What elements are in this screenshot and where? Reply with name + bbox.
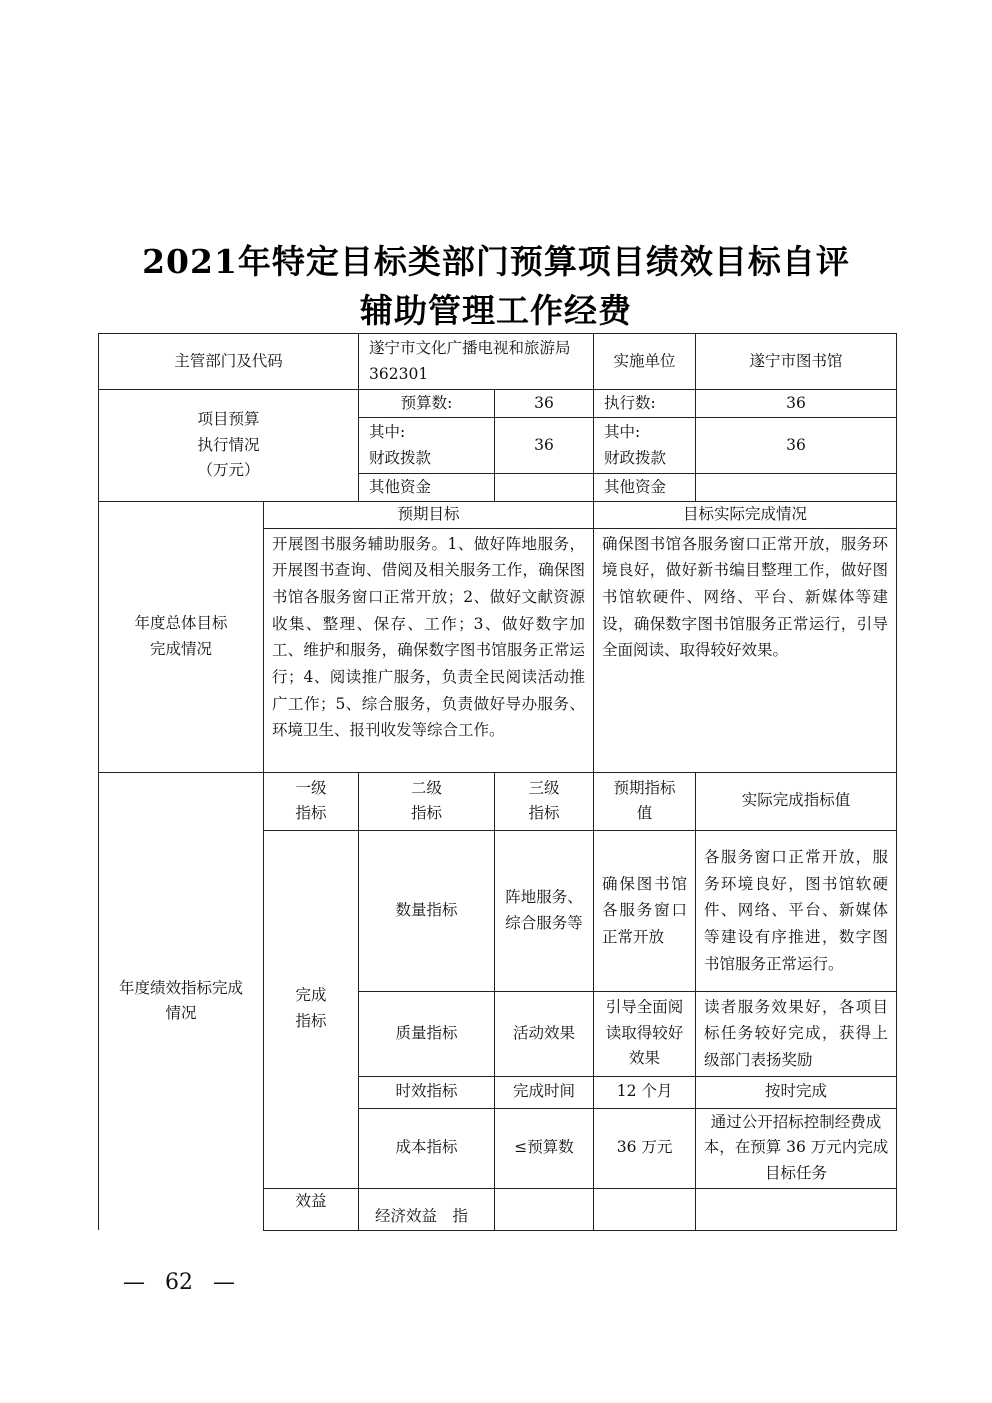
level2-header: 二级 指标 — [359, 772, 495, 830]
benefit-level2-cell: 经济效益 指 — [359, 1188, 495, 1230]
expected-goal-text: 开展图书服务辅助服务。1、做好阵地服务，开展图书查询、借阅及相关服务工作，确保图书馆各服务窗口正常开放；2、做好文献资源收集、整理、保存、工作；3、做好数字加工、维护和服务，确保数字图书馆服务正常运行；4、阅读推广服务，负责全民阅读活动推广工作；5、综合服务，负责做好导办服务、环境卫生、报刊收发等综合工作。 — [264, 528, 594, 772]
actual-value-cell: 各服务窗口正常开放，服务环境良好，图书馆软硬件、网络、平台、新媒体等建设有序推进，数字图书馆服务正常运行。 — [696, 830, 897, 991]
goals-label: 年度总体目标 完成情况 — [99, 502, 264, 773]
expected-value-cell: 确保图书馆各服务窗口正常开放 — [594, 830, 696, 991]
level3-cell: ≤预算数 — [495, 1108, 594, 1188]
document-title: 2021年特定目标类部门预算项目绩效目标自评 — [142, 242, 850, 281]
indicators-label: 年度绩效指标完成 情况 — [99, 772, 264, 1230]
footer-dash-right: — — [213, 1270, 235, 1295]
exec-amount-value: 36 — [696, 390, 897, 418]
actual-value-cell: 按时完成 — [696, 1076, 897, 1108]
level2-cell: 质量指标 — [359, 991, 495, 1076]
actual-value-cell: 读者服务效果好，各项目标任务较好完成，获得上级部门表扬奖励 — [696, 991, 897, 1076]
benefit-label: 效益 — [264, 1188, 359, 1230]
impl-unit-label: 实施单位 — [594, 334, 696, 390]
level3-cell: 完成时间 — [495, 1076, 594, 1108]
budget-row — [99, 390, 897, 418]
benefit-level3-cell — [495, 1188, 594, 1230]
dept-label: 主管部门及代码 — [99, 334, 359, 390]
dept-value: 遂宁市文化广播电视和旅游局 362301 — [359, 334, 594, 390]
other-funds-budget-value — [495, 474, 594, 502]
exec-amount-label: 执行数: — [594, 390, 696, 418]
budget-amount-value: 36 — [495, 390, 594, 418]
actual-goal-text: 确保图书馆各服务窗口正常开放，服务环境良好，做好新书编目整理工作，做好图书馆软硬件、网络、平台、新媒体等建设，确保数字图书馆服务正常运行，引导全面阅读、取得较好效果。 — [594, 528, 897, 772]
footer-dash-left: — — [123, 1270, 145, 1295]
dept-row — [99, 334, 897, 390]
other-funds-budget-label: 其他资金 — [359, 474, 495, 502]
impl-unit-value: 遂宁市图书馆 — [696, 334, 897, 390]
level3-cell: 活动效果 — [495, 991, 594, 1076]
expected-goal-header: 预期目标 — [264, 502, 594, 529]
expected-value-cell: 36 万元 — [594, 1108, 696, 1188]
fiscal-exec-label: 其中: 财政拨款 — [594, 418, 696, 474]
level1-header: 一级 指标 — [264, 772, 359, 830]
fiscal-budget-label: 其中: 财政拨款 — [359, 418, 495, 474]
level3-cell: 阵地服务、综合服务等 — [495, 830, 594, 991]
expected-value-header: 预期指标 值 — [594, 772, 696, 830]
expected-value-cell: 引导全面阅读取得较好效果 — [594, 991, 696, 1076]
fiscal-budget-value: 36 — [495, 418, 594, 474]
other-funds-exec-value — [696, 474, 897, 502]
budget-amount-label: 预算数: — [359, 390, 495, 418]
project-name: 辅助管理工作经费 — [360, 291, 632, 330]
goals-header-row — [99, 502, 897, 529]
budget-label: 项目预算 执行情况 （万元） — [99, 390, 359, 502]
page-footer — [123, 1270, 235, 1295]
page-number: 62 — [165, 1270, 193, 1295]
benefit-expected-cell — [594, 1188, 696, 1230]
indicator-header-row — [99, 772, 897, 830]
level2-cell: 数量指标 — [359, 830, 495, 991]
performance-table — [98, 333, 897, 1231]
completion-indicator-label: 完成 指标 — [264, 830, 359, 1188]
level3-header: 三级 指标 — [495, 772, 594, 830]
actual-value-cell: 通过公开招标控制经费成本，在预算 36 万元内完成目标任务 — [696, 1108, 897, 1188]
expected-value-cell: 12 个月 — [594, 1076, 696, 1108]
benefit-actual-cell — [696, 1188, 897, 1230]
fiscal-exec-value: 36 — [696, 418, 897, 474]
other-funds-exec-label: 其他资金 — [594, 474, 696, 502]
actual-value-header: 实际完成指标值 — [696, 772, 897, 830]
level2-cell: 时效指标 — [359, 1076, 495, 1108]
actual-goal-header: 目标实际完成情况 — [594, 502, 897, 529]
level2-cell: 成本指标 — [359, 1108, 495, 1188]
